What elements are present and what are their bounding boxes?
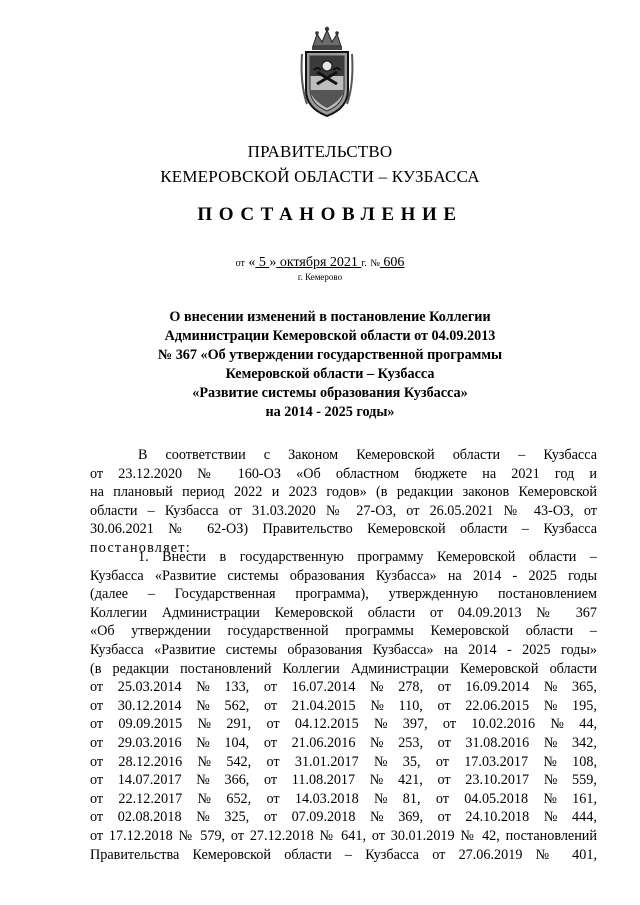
- date-row-token: 325,: [224, 809, 250, 826]
- date-row: [90, 808, 597, 827]
- date-row-token: 09.09.2015: [118, 716, 183, 733]
- date-row-token: от: [263, 679, 277, 696]
- date-row: [90, 790, 597, 809]
- date-row-token: №: [197, 790, 212, 807]
- date-row-token: 253,: [398, 734, 424, 751]
- date-row-token: 24.10.2018: [465, 809, 530, 826]
- text-line: Коллегии Администрации Кемеровской области от 04.09.2013 № 367: [90, 604, 597, 621]
- date-row-token: №: [370, 809, 384, 826]
- date-row-token: от: [90, 716, 104, 733]
- date-row-token: от: [263, 734, 277, 751]
- date-row-token: 22.12.2017: [118, 790, 183, 807]
- date-row-token: от: [437, 809, 451, 826]
- date-row-token: №: [543, 809, 558, 826]
- date-row-token: №: [543, 790, 557, 807]
- document-type-heading: ПОСТАНОВЛЕНИЕ: [197, 204, 463, 225]
- date-row-token: 278,: [398, 679, 424, 696]
- text-line: от 23.12.2020 № 160-ОЗ «Об областном бюджете на 2021 год и: [90, 465, 597, 482]
- text-line: на плановый период 2022 и 2023 годов» (в редакции законов Кемеровской: [90, 484, 597, 501]
- date-row-token: от: [437, 772, 451, 789]
- date-row-token: 81,: [402, 790, 421, 807]
- date-row-token: 23.10.2017: [465, 772, 530, 789]
- date-row-token: от: [264, 697, 278, 714]
- title-line: Администрации Кемеровской области от 04.09.2013: [164, 328, 496, 344]
- date-row-token: от: [437, 697, 451, 714]
- kemerovo-coat-of-arms-icon: [299, 24, 355, 120]
- date-row-token: 366,: [224, 772, 250, 789]
- date-row-token: 04.05.2018: [464, 790, 529, 807]
- date-row: [90, 734, 597, 753]
- date-row-token: №: [370, 697, 384, 714]
- date-row-token: №: [370, 734, 384, 751]
- date-row-token: 30.12.2014: [117, 697, 182, 714]
- document-number: 606: [379, 255, 405, 270]
- date-month-year: октября 2021: [276, 255, 362, 270]
- date-row-token: №: [373, 790, 388, 807]
- date-row-token: №: [543, 734, 558, 751]
- date-row-token: №: [196, 734, 210, 751]
- date-row-token: 108,: [572, 753, 597, 770]
- date-row-token: от: [264, 772, 278, 789]
- date-row-token: 29.03.2016: [117, 734, 182, 751]
- date-row-token: от: [266, 753, 280, 770]
- date-row-token: 559,: [572, 772, 597, 789]
- date-row-token: 10.02.2016: [471, 716, 536, 733]
- title-line: «Развитие системы образования Кузбасса»: [192, 385, 468, 401]
- date-row-token: от: [90, 772, 104, 789]
- date-row-token: №: [373, 716, 388, 733]
- date-row-token: №: [550, 716, 564, 733]
- text-line: Кузбасса «Развитие системы образования Кузбасса» на 2014 - 2025 годы: [90, 567, 597, 584]
- date-row-token: №: [197, 753, 212, 770]
- city-label: г. Кемерово: [297, 272, 343, 282]
- text-line: (в редакции постановлений Коллегии Администрации Кемеровской области: [90, 660, 597, 677]
- date-row-token: 342,: [572, 734, 597, 751]
- date-row-token: 195,: [572, 697, 597, 714]
- date-row-token: от: [435, 790, 449, 807]
- date-row: [90, 753, 597, 772]
- date-day: 5: [255, 255, 270, 270]
- text-line: (далее – Государственная программа), утвержденную постановлением: [90, 586, 597, 603]
- text-line: 30.06.2021 № 62-ОЗ) Правительство Кемеровской области – Кузбасса: [90, 521, 597, 538]
- date-row-token: №: [543, 772, 558, 789]
- date-row: [90, 771, 597, 790]
- title-line: на 2014 - 2025 годы»: [265, 404, 395, 420]
- date-row-token: от: [263, 809, 277, 826]
- date-row-token: №: [543, 753, 557, 770]
- date-row: [90, 715, 597, 734]
- text-line: от 17.12.2018 № 579, от 27.12.2018 № 641, от 30.01.2019 № 42, постановлений: [90, 827, 597, 844]
- date-row-token: 104,: [224, 734, 250, 751]
- date-row-token: от: [442, 716, 457, 733]
- quote-close: »: [269, 255, 277, 270]
- clause-1-paragraph: [90, 548, 597, 864]
- date-row-token: от: [90, 790, 104, 807]
- date-row-token: №: [370, 679, 384, 696]
- date-row-token: 562,: [224, 697, 250, 714]
- date-row-token: от: [90, 753, 104, 770]
- quote-open: «: [248, 255, 256, 270]
- date-row-token: 110,: [398, 697, 423, 714]
- year-suffix: г.: [361, 258, 367, 269]
- date-row: [90, 678, 597, 697]
- date-row-token: 17.03.2017: [464, 753, 529, 770]
- date-row-token: №: [196, 679, 210, 696]
- date-row-token: от: [266, 790, 280, 807]
- date-row-token: 161,: [572, 790, 597, 807]
- date-row-token: 14.07.2017: [117, 772, 182, 789]
- date-row-token: 22.06.2015: [465, 697, 530, 714]
- date-row-token: 11.08.2017: [291, 772, 356, 789]
- date-row-token: №: [543, 679, 558, 696]
- date-row-token: 04.12.2015: [294, 716, 359, 733]
- date-row-token: 31.01.2017: [294, 753, 359, 770]
- date-row-token: 397,: [402, 716, 428, 733]
- date-number-line: [0, 254, 640, 273]
- government-line-2: КЕМЕРОВСКОЙ ОБЛАСТИ – КУЗБАССА: [160, 167, 480, 186]
- date-row-token: от: [435, 753, 449, 770]
- date-row-token: 21.04.2015: [291, 697, 356, 714]
- date-row-token: 14.03.2018: [294, 790, 359, 807]
- date-row-token: 44,: [579, 716, 597, 733]
- text-line: В соответствии с Законом Кемеровской области – Кузбасса: [138, 447, 597, 463]
- date-row-token: от: [90, 697, 104, 714]
- date-row-token: 02.08.2018: [117, 809, 182, 826]
- date-row-token: 16.07.2014: [291, 679, 356, 696]
- document-title: [130, 308, 530, 422]
- date-row-token: №: [197, 716, 212, 733]
- text-line: Правительства Кемеровской области – Кузбасса от 27.06.2019 № 401,: [90, 846, 597, 863]
- date-row-token: от: [437, 679, 451, 696]
- date-row-token: 542,: [226, 753, 252, 770]
- date-row-token: 444,: [572, 809, 597, 826]
- text-line: 1. Внести в государственную программу Кемеровской области –: [138, 549, 597, 565]
- date-row-token: 25.03.2014: [117, 679, 182, 696]
- date-row-token: 421,: [398, 772, 423, 789]
- date-row-token: 291,: [226, 716, 252, 733]
- date-row-token: от: [90, 679, 104, 696]
- date-row-token: от: [437, 734, 451, 751]
- date-row-token: 369,: [398, 809, 424, 826]
- title-line: Кемеровской области – Кузбасса: [225, 366, 435, 382]
- text-line: Кузбасса «Развитие системы образования Кузбасса» на 2014 - 2025 годы»: [90, 641, 597, 658]
- date-row-token: №: [196, 772, 210, 789]
- title-line: О внесении изменений в постановление Коллегии: [169, 309, 491, 325]
- date-row-token: 28.12.2016: [118, 753, 183, 770]
- date-row-token: 21.06.2016: [291, 734, 356, 751]
- preamble-paragraph: [90, 446, 597, 558]
- title-line: № 367 «Об утверждении государственной программы: [157, 347, 503, 363]
- date-row-token: №: [373, 753, 388, 770]
- date-row-token: 652,: [226, 790, 252, 807]
- text-line: области – Кузбасса от 31.03.2020 № 27-ОЗ, от 26.05.2021 № 43-ОЗ, от: [90, 502, 597, 519]
- text-line: «Об утверждении государственной программы Кемеровской области –: [90, 623, 597, 640]
- date-prefix: от: [235, 258, 245, 269]
- amendment-date-list: [90, 678, 597, 827]
- date-row-token: №: [543, 697, 558, 714]
- date-row-token: 31.08.2016: [465, 734, 530, 751]
- date-row-token: от: [90, 809, 104, 826]
- date-row-token: от: [90, 734, 104, 751]
- government-line-1: ПРАВИТЕЛЬСТВО: [247, 142, 393, 161]
- number-sign: №: [370, 258, 380, 269]
- date-row-token: 133,: [224, 679, 250, 696]
- date-row-token: 35,: [402, 753, 421, 770]
- date-row-token: от: [266, 716, 280, 733]
- date-row: [90, 697, 597, 716]
- date-row-token: №: [196, 809, 210, 826]
- text-line: постановляет:: [90, 539, 191, 556]
- date-row-token: №: [196, 697, 210, 714]
- date-row-token: 365,: [572, 679, 597, 696]
- date-row-token: №: [369, 772, 384, 789]
- date-row-token: 07.09.2018: [291, 809, 356, 826]
- date-row-token: 16.09.2014: [465, 679, 530, 696]
